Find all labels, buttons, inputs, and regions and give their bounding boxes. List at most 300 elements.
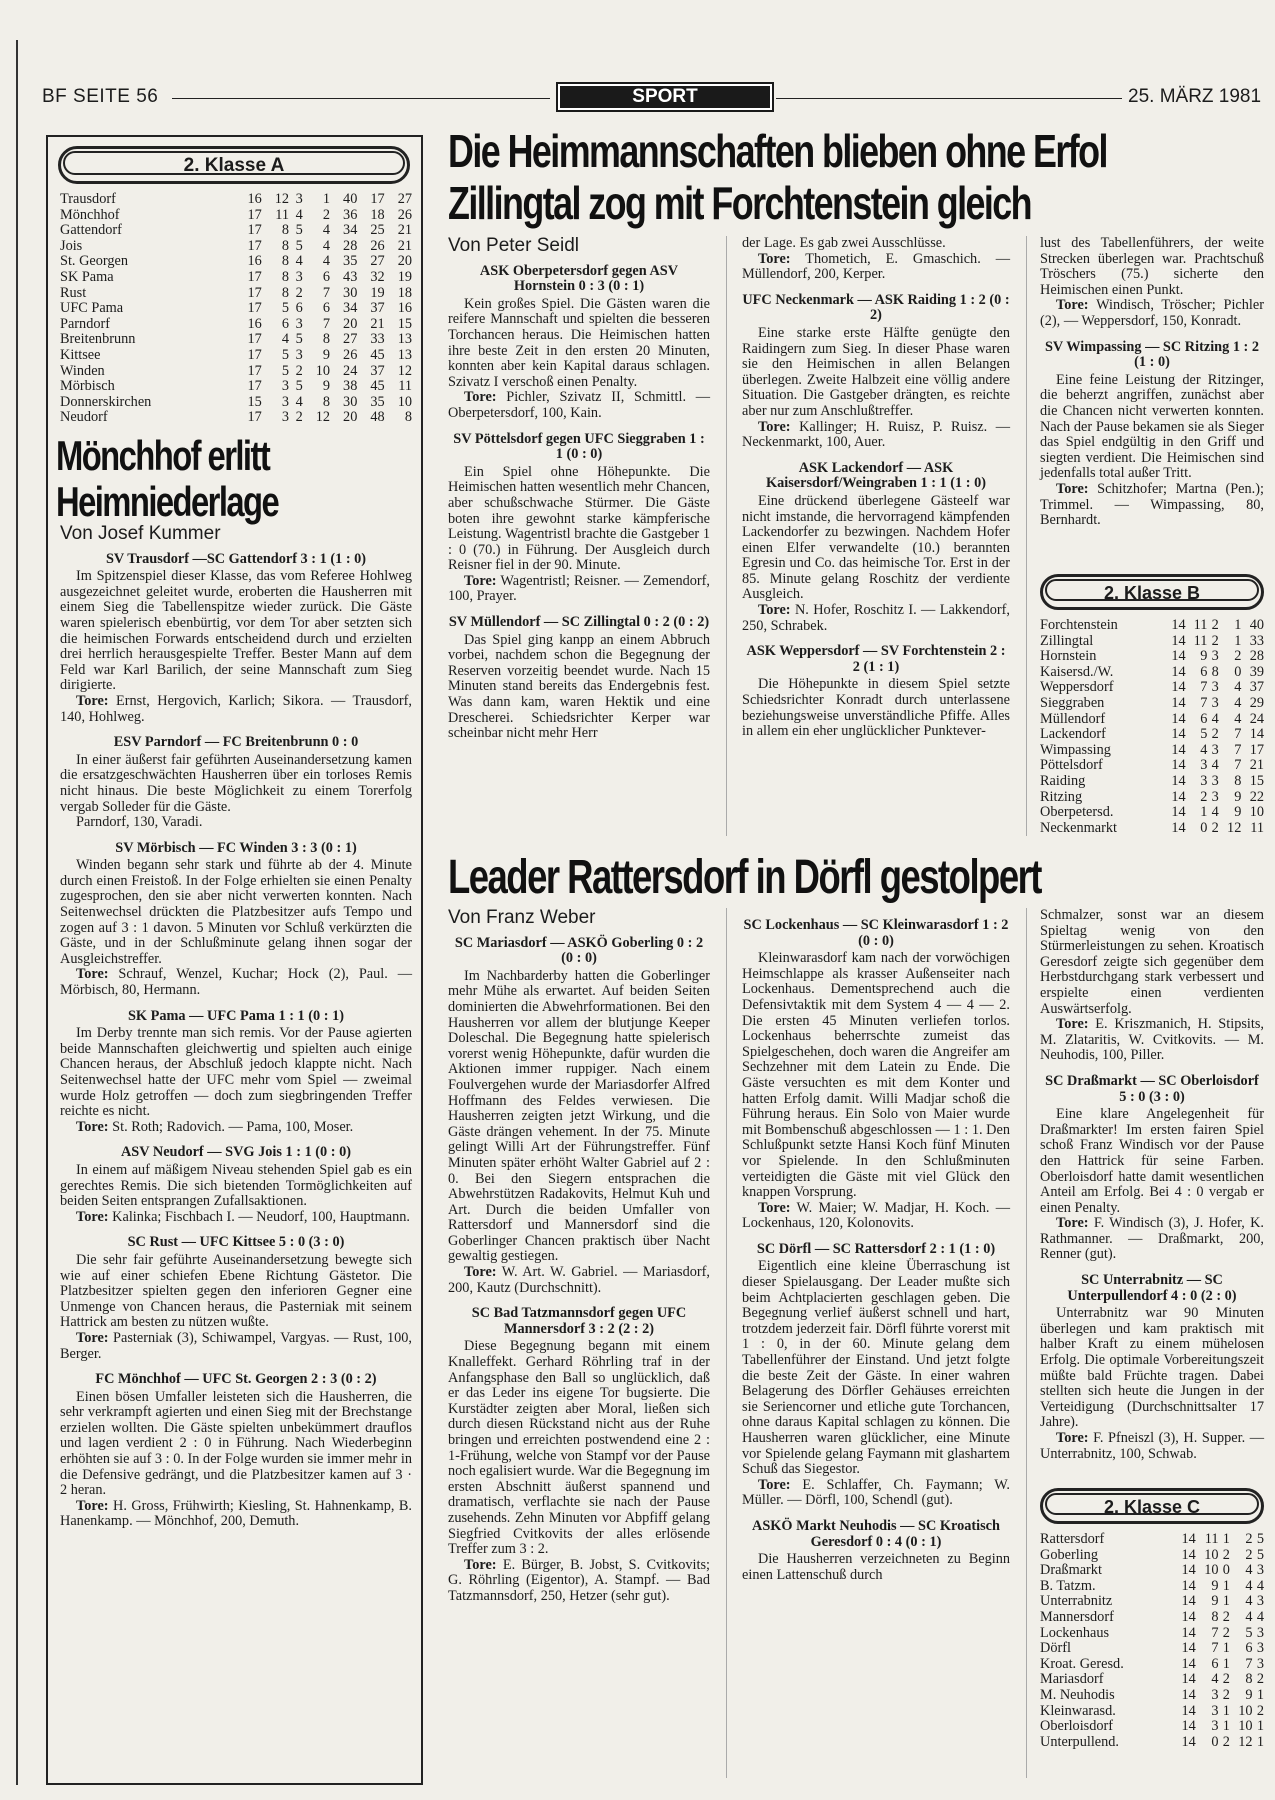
stat-value: 10 <box>1238 1718 1253 1735</box>
standings-row <box>1040 774 1264 790</box>
stat-value: 1 <box>1222 1718 1230 1735</box>
stat-value: 3 <box>295 315 303 332</box>
column-separator <box>726 236 727 836</box>
stat-value: 8 <box>404 409 412 426</box>
stat-value: 4 <box>1211 757 1219 774</box>
game-report: Kein großes Spiel. Die Gästen waren die reifere Mannschaft und spielten die besseren Torchancen heraus. Die Heimischen hatten ihre beste Zeit in den ersten 20 Minuten, konnten aber kein Kapital daraus schlagen. Szivatz I verschoß einen Penalty. <box>448 295 710 390</box>
team-name: Rattersdorf <box>1040 1531 1105 1547</box>
game-title: ESV Parndorf — FC Breitenbrunn 0 : 0 <box>113 734 359 751</box>
stat-value: 14 <box>1181 1593 1196 1610</box>
stat-value: 3 <box>1211 648 1219 665</box>
team-name: Gattendorf <box>60 222 122 239</box>
game-report: Diese Begegnung begann mit einem Knalleffekt. Gerhard Röhrling traf in der Anfangsphase den Ball so unglücklich, daß er das Leder ins eigene Tor bugsierte. Die Kurstädter zeigten aber Moral, ließen sich durch diesen Rückstand nicht aus der Ruhe bringen und erreichten postwendend eine 2 : 1-Frühung, welche von Stampf vor der Pause noch egalisiert wurde. War die Begegnung im ersten Abschnitt äußerst spannend und dramatisch, verflachte sie nach der Pause zusehends. Zehn Minuten vor Abpfiff gelang Siegfried Cvitkovits der alles erlösende Treffer zum 3 : 2. <box>448 1338 710 1558</box>
top-headline-line-1: Die Heimmannschaften blieben ohne Erfol <box>448 125 1107 177</box>
stat-value: 21 <box>370 315 385 332</box>
stat-value: 2 <box>1245 1531 1253 1547</box>
stat-value: 1 <box>1222 1531 1230 1547</box>
stat-value: 14 <box>1171 679 1186 696</box>
stat-value: 5 <box>1200 726 1208 743</box>
stat-value: 11 <box>1204 1531 1219 1547</box>
stat-value: 3 <box>1211 694 1219 711</box>
klasse-c-title-pill <box>1040 1488 1264 1524</box>
left-headline-line-2: Heimniederlage <box>56 478 279 525</box>
stat-value: 11 <box>398 378 412 395</box>
standings-row <box>1040 1704 1264 1720</box>
team-name: Goberling <box>1040 1546 1098 1563</box>
standings-row <box>1040 1641 1264 1657</box>
stat-value: 17 <box>247 237 262 254</box>
game-title: ASKÖ Markt Neuhodis — SC Kroatisch Geresdorf 0 : 4 (0 : 1) <box>752 1517 1000 1550</box>
stat-value: 33 <box>370 331 385 348</box>
stat-value: 8 <box>322 331 331 348</box>
standings-row <box>1040 1688 1264 1704</box>
game-title: SC Bad Tatzmannsdorf gegen UFC Mannersdorf 3 : 2 (2 : 2) <box>471 1305 687 1337</box>
stat-value: 14 <box>1171 694 1186 711</box>
game-title: SC Draßmarkt — SC Oberloisdorf 5 : 0 (3 : 0) <box>1045 1072 1259 1105</box>
team-name: Oberloisdorf <box>1040 1718 1114 1735</box>
stat-value: 1 <box>1256 1733 1264 1750</box>
stat-value: 14 <box>1181 1702 1196 1719</box>
stat-value: 8 <box>1211 1608 1219 1625</box>
goal-scorers: Tore: Schrauf, Wenzel, Kuchar; Hock (2), Paul. — Mörbisch, 80, Hermann. <box>60 966 412 999</box>
goal-scorers: Tore: Pichler, Szivatz II, Schmittl. — Oberpetersdorf, 100, Kain. <box>448 389 710 421</box>
stat-value: 11 <box>1250 819 1264 836</box>
stat-value: 14 <box>1181 1655 1196 1672</box>
stat-value: 8 <box>281 222 290 239</box>
stat-value: 34 <box>343 222 358 239</box>
team-name: Ritzing <box>1040 788 1083 805</box>
stat-value: 17 <box>247 284 262 301</box>
stat-value: 27 <box>343 331 358 348</box>
stat-value: 14 <box>1181 1577 1196 1594</box>
stat-value: 14 <box>1171 757 1186 774</box>
goal-scorers: Tore: Windisch, Tröscher; Pichler (2), — Weppersdorf, 150, Konradt. <box>1040 297 1264 329</box>
goal-scorers: Tore: N. Hofer, Roschitz I. — Lakkendorf, 250, Schrabek. <box>742 602 1010 634</box>
column-separator <box>1026 908 1027 1778</box>
stat-value: 1 <box>1222 1702 1230 1719</box>
standings-row <box>1040 1594 1264 1610</box>
game-report: Einen bösen Umfaller leisteten sich die Hausherren, die sehr verkrampft agierten und einen Sieg mit der Brechstange erzielen wollten. Die Gäste spielten unbekümmert drauflos und lagen verdient 2 : 0 in Führung. Nach Wiederbeginn erhöhten sie auf 3 : 0. In der Folge wurden sie immer mehr in die Defensive gedrängt, und die Platzbesitzer kamen auf 3 · 2 heran. <box>60 1388 412 1499</box>
standings-row <box>60 192 412 208</box>
game-report: lust des Tabellenführers, der weite Strecken überlegen war. Prachtschuß Tröschers (75.) sicherte den Heimischen einen Punkt. <box>1040 235 1264 298</box>
stat-value: 43 <box>343 268 358 285</box>
stat-value: 4 <box>295 393 303 410</box>
game-title: SC Mariasdorf — ASKÖ Goberling 0 : 2 (0 : 0) <box>454 934 704 967</box>
stat-value: 3 <box>1256 1655 1264 1672</box>
team-name: Kroat. Geresd. <box>1040 1655 1124 1672</box>
stat-value: 3 <box>1200 772 1208 789</box>
stat-value: 7 <box>1211 1640 1219 1657</box>
stat-value: 10 <box>1249 804 1264 821</box>
stat-value: 5 <box>295 237 303 254</box>
top-byline: Von Peter Seidl <box>448 235 579 256</box>
standings-row <box>60 348 412 364</box>
stat-value: 5 <box>1256 1546 1264 1563</box>
stat-value: 8 <box>281 268 290 285</box>
stat-value: 40 <box>1249 617 1264 633</box>
klasse-c-title: 2. Klasse C <box>1045 1493 1259 1515</box>
game-report: Schmalzer, sonst war an diesem Spieltag wenig von den Stürmerleistungen zu sehen. Kroatisch Geresdorf zeigte sich gegenüber dem Herbstdurchgang stark verbessert und erspielte einen verdienten Auswärtserfolg. <box>1040 907 1264 1017</box>
stat-value: 14 <box>1181 1531 1196 1547</box>
goal-scorers: Tore: H. Gross, Frühwirth; Kiesling, St. Hahnenkamp, B. Hanenkamp. — Mönchhof, 200, Demuth. <box>60 1497 412 1530</box>
standings-row <box>1040 1532 1264 1548</box>
standings-row <box>1040 790 1264 806</box>
stat-value: 8 <box>281 237 290 254</box>
stat-value: 17 <box>247 362 262 379</box>
stat-value: 14 <box>1181 1624 1196 1641</box>
stat-value: 37 <box>370 300 385 317</box>
team-name: Neudorf <box>60 409 108 426</box>
stat-value: 7 <box>1234 726 1242 743</box>
stat-value: 14 <box>1171 819 1186 836</box>
team-name: Trausdorf <box>60 191 116 207</box>
stat-value: 2 <box>1200 788 1208 805</box>
goal-scorers: Tore: St. Roth; Radovich. — Pama, 100, Moser. <box>76 1118 354 1135</box>
stat-value: 3 <box>1200 757 1208 774</box>
stat-value: 22 <box>1249 788 1264 805</box>
stat-value: 6 <box>1200 663 1208 680</box>
stat-value: 3 <box>1256 1562 1264 1579</box>
team-name: B. Tatzm. <box>1040 1577 1096 1594</box>
stat-value: 14 <box>1171 632 1186 649</box>
column-separator <box>726 908 727 1778</box>
stat-value: 17 <box>247 222 262 239</box>
stat-value: 1 <box>1222 1593 1230 1610</box>
stat-value: 28 <box>1249 648 1264 665</box>
stat-value: 7 <box>322 284 331 301</box>
stat-value: 5 <box>281 346 290 363</box>
stat-value: 9 <box>1234 804 1242 821</box>
goal-scorers: Tore: Pasterniak (3), Schiwampel, Vargyas. — Rust, 100, Berger. <box>60 1329 412 1362</box>
stat-value: 3 <box>295 191 303 207</box>
stat-value: 17 <box>1249 741 1264 758</box>
standings-row <box>60 379 412 395</box>
klasse-a-title: 2. Klasse A <box>63 151 405 175</box>
top-headline-line-2: Zillingtal zog mit Forchtenstein gleich <box>448 177 1032 229</box>
stat-value: 3 <box>295 268 303 285</box>
stat-value: 15 <box>1249 772 1264 789</box>
standings-row <box>1040 1610 1264 1626</box>
stat-value: 14 <box>1171 663 1186 680</box>
team-name: Kleinwarasd. <box>1040 1702 1116 1719</box>
stat-value: 4 <box>1211 710 1219 727</box>
stat-value: 9 <box>1234 788 1242 805</box>
stat-value: 5 <box>1256 1531 1264 1547</box>
game-report: der Lage. Es gab zwei Ausschlüsse. <box>742 235 946 251</box>
team-name: Weppersdorf <box>1040 679 1114 696</box>
game-title: SV Mörbisch — FC Winden 3 : 3 (0 : 1) <box>115 839 357 856</box>
stat-value: 14 <box>1171 710 1186 727</box>
stat-value: 4 <box>295 253 303 270</box>
standings-row <box>1040 1719 1264 1735</box>
stat-value: 27 <box>397 191 412 207</box>
stat-value: 4 <box>1256 1608 1264 1625</box>
stat-value: 8 <box>1211 663 1219 680</box>
stat-value: 6 <box>281 315 290 332</box>
team-name: Wimpassing <box>1040 741 1111 758</box>
stat-value: 12 <box>397 362 412 379</box>
klasse-b-title-pill <box>1040 574 1264 610</box>
section-label: SPORT <box>556 82 774 112</box>
stat-value: 20 <box>343 409 358 426</box>
stat-value: 14 <box>1171 726 1186 743</box>
stat-value: 37 <box>370 362 385 379</box>
stat-value: 32 <box>370 268 385 285</box>
stat-value: 1 <box>1222 1655 1230 1672</box>
stat-value: 7 <box>1211 1624 1219 1641</box>
standings-row <box>1040 712 1264 728</box>
stat-value: 4 <box>322 222 331 239</box>
stat-value: 5 <box>295 331 303 348</box>
standings-row <box>1040 1735 1264 1751</box>
stat-value: 3 <box>1211 788 1219 805</box>
klasse-c-table <box>1040 1532 1264 1750</box>
stat-value: 9 <box>322 346 331 363</box>
team-name: Dörfl <box>1040 1640 1071 1657</box>
stat-value: 4 <box>322 237 331 254</box>
goal-scorers: Tore: Schitzhofer; Martna (Pen.); Trimmel. — Wimpassing, 80, Bernhardt. <box>1040 480 1264 529</box>
stat-value: 3 <box>1211 1702 1219 1719</box>
standings-row <box>1040 1579 1264 1595</box>
standings-row <box>1040 805 1264 821</box>
stat-value: 4 <box>1200 741 1208 758</box>
stat-value: 10 <box>315 362 331 379</box>
stat-value: 0 <box>1200 819 1208 836</box>
stat-value: 2 <box>1211 819 1219 836</box>
team-name: Unterpullend. <box>1040 1733 1120 1750</box>
stat-value: 1 <box>322 191 331 207</box>
top-article-column-1 <box>448 236 710 742</box>
bottom-article-column-2 <box>742 908 1010 1583</box>
team-name: Parndorf <box>60 315 111 332</box>
column-separator <box>1026 236 1027 836</box>
klasse-b-title: 2. Klasse B <box>1045 579 1259 601</box>
team-name: Unterrabnitz <box>1040 1593 1113 1610</box>
stat-value: 20 <box>343 315 358 332</box>
stat-value: 26 <box>370 237 385 254</box>
team-name: Mariasdorf <box>1040 1671 1104 1688</box>
stat-value: 1 <box>1200 804 1208 821</box>
game-title: FC Mönchhof — UFC St. Georgen 2 : 3 (0 : 2) <box>95 1371 377 1388</box>
game-title: SC Dörfl — SC Rattersdorf 2 : 1 (1 : 0) <box>756 1240 996 1257</box>
header-rule-left <box>172 98 550 99</box>
stat-value: 6 <box>322 300 331 317</box>
standings-row <box>60 223 412 239</box>
stat-value: 1 <box>1234 632 1242 649</box>
stat-value: 45 <box>370 346 385 363</box>
team-name: Zillingtal <box>1040 632 1094 649</box>
stat-value: 16 <box>247 253 262 270</box>
standings-row <box>60 301 412 317</box>
standings-row <box>60 239 412 255</box>
stat-value: 10 <box>1204 1562 1219 1579</box>
standings-row <box>1040 1548 1264 1564</box>
goal-scorers: Tore: F. Pfneiszl (3), H. Supper. — Unterrabnitz, 100, Schwab. <box>1040 1430 1264 1462</box>
team-name: Mönchhof <box>60 206 120 223</box>
stat-value: 4 <box>1234 679 1242 696</box>
stat-value: 17 <box>247 331 262 348</box>
game-title: SV Pöttelsdorf gegen UFC Sieggraben 1 : 1 (0 : 0) <box>453 430 705 463</box>
stat-value: 13 <box>397 331 412 348</box>
team-name: Breitenbrunn <box>60 331 136 348</box>
game-title: ASK Weppersdorf — SV Forchtenstein 2 : 2 (1 : 1) <box>746 643 1006 675</box>
team-name: St. Georgen <box>60 253 129 270</box>
stat-value: 18 <box>397 284 412 301</box>
stat-value: 15 <box>397 315 412 332</box>
goal-scorers: Tore: Ernst, Hergovich, Karlich; Sikora. — Trausdorf, 140, Hohlweg. <box>60 692 412 725</box>
stat-value: 26 <box>343 346 358 363</box>
stat-value: 34 <box>343 300 358 317</box>
stat-value: 2 <box>1222 1733 1230 1750</box>
stat-value: 14 <box>1181 1546 1196 1563</box>
stat-value: 14 <box>1171 617 1186 633</box>
stat-value: 3 <box>1256 1624 1264 1641</box>
stat-value: 0 <box>1234 663 1242 680</box>
left-article-body <box>60 524 412 1530</box>
stat-value: 3 <box>281 409 290 426</box>
game-report: Eine starke erste Hälfte genügte den Raidingern zum Sieg. In dieser Phase waren sie den Heimischen in allen Belangen überlegen. Zweite Halbzeit eine völlig andere Situation. Die Gastgeber drängten, es reichte aber nur zum Anschlußtreffer. <box>742 324 1010 419</box>
stat-value: 14 <box>1181 1686 1196 1703</box>
standings-row <box>60 364 412 380</box>
stat-value: 17 <box>247 378 262 395</box>
stat-value: 36 <box>343 206 358 223</box>
standings-row <box>1040 696 1264 712</box>
top-article-column-2 <box>742 236 1010 740</box>
stat-value: 8 <box>1245 1671 1253 1688</box>
stat-value: 14 <box>1171 648 1186 665</box>
standings-row <box>1040 1563 1264 1579</box>
stat-value: 2 <box>1245 1546 1253 1563</box>
stat-value: 14 <box>1181 1718 1196 1735</box>
stat-value: 5 <box>295 222 303 239</box>
standings-row <box>60 286 412 302</box>
game-report: Die Hausherren verzeichneten zu Beginn einen Lattenschuß durch <box>742 1551 1010 1583</box>
stat-value: 3 <box>1211 1718 1219 1735</box>
goal-scorers: Tore: Wagentristl; Reisner. — Zemendorf, 100, Prayer. <box>448 572 710 605</box>
game-title: SK Pama — UFC Pama 1 : 1 (0 : 1) <box>127 1007 344 1024</box>
stat-value: 4 <box>281 331 290 348</box>
bottom-byline: Von Franz Weber <box>448 907 596 928</box>
stat-value: 1 <box>1256 1718 1264 1735</box>
stat-value: 7 <box>1234 741 1242 758</box>
stat-value: 1 <box>1234 617 1242 633</box>
standings-row <box>60 270 412 286</box>
goal-scorers: Tore: E. Bürger, B. Jobst, S. Cvitkovits; G. Röhrling (Eigentor), A. Stampf. — Bad Tatzmannsdorf, 250, Hetzer (sehr gut). <box>448 1556 710 1604</box>
team-name: Pöttelsdorf <box>1040 757 1103 774</box>
stat-value: 16 <box>397 300 412 317</box>
standings-row <box>1040 649 1264 665</box>
stat-value: 2 <box>1211 617 1219 633</box>
stat-value: 1 <box>1256 1686 1264 1703</box>
stat-value: 5 <box>281 300 290 317</box>
stat-value: 3 <box>295 346 303 363</box>
team-name: Mörbisch <box>60 378 115 395</box>
stat-value: 2 <box>1222 1624 1230 1641</box>
game-report: Kleinwarasdorf kam nach der vorwöchigen Heimschlappe als krasser Außenseiter nach Lockenhaus. Dementsprechend auch die Defensivtaktik mit dem System 4 — 4 — 2. Die ersten 45 Minuten verliefen torlos. Lockenhaus beherrschte zumeist das Spielgeschehen, doch waren die Angreifer am Sechzehner mit dem Latein zu Ende. Die Gäste versuchten es mit dem Konter und hatten Erfolg damit. Willi Madjar schoß die Führung heraus. Ein Solo von Maier wurde mit Bombenschuß abgeschlossen — 1 : 1. Den Schlußpunkt setzte Hansi Koch fünf Minuten vor Spielende. In den Schlußminuten verteidigten die Gäste mit viel Glück den knappen Vorsprung. <box>742 950 1010 1201</box>
stat-value: 40 <box>343 191 358 207</box>
stat-value: 2 <box>295 362 303 379</box>
goal-scorers: Tore: E. Kriszmanich, H. Stipsits, M. Zlataritis, W. Cvitkovits. — M. Neuhodis, 100, Piller. <box>1040 1016 1264 1064</box>
game-title: SV Trausdorf —SC Gattendorf 3 : 1 (1 : 0) <box>105 550 367 567</box>
stat-value: 30 <box>343 284 358 301</box>
game-report: Eine feine Leistung der Ritzinger, die beherzt angriffen, zunächst aber die Chancen nicht verwerten konnten. Nach der Pause bekamen sie als Sieger das Spiel endgültig in den Griff und siegten verdient. Die Heimischen sind jedenfalls total außer Tritt. <box>1040 371 1264 482</box>
goal-scorers: Tore: Thometich, E. Gmaschich. — Müllendorf, 200, Kerper. <box>742 250 1010 283</box>
goal-scorers: Tore: W. Maier; W. Madjar, H. Koch. — Lockenhaus, 120, Kolonovits. <box>742 1199 1010 1232</box>
stat-value: 8 <box>1234 772 1242 789</box>
stat-value: 0 <box>1211 1733 1219 1750</box>
standings-row <box>1040 618 1264 634</box>
game-title: SC Lockenhaus — SC Kleinwarasdorf 1 : 2 (0 : 0) <box>743 917 1009 949</box>
stat-value: 17 <box>247 206 262 223</box>
game-title: UFC Neckenmark — ASK Raiding 1 : 2 (0 : 2) <box>742 291 1010 324</box>
page-label: BF SEITE 56 <box>42 86 159 107</box>
stat-value: 14 <box>1181 1640 1196 1657</box>
stat-value: 4 <box>1245 1577 1253 1594</box>
bottom-article-column-1 <box>448 908 710 1605</box>
stat-value: 2 <box>1211 726 1219 743</box>
stat-value: 14 <box>1181 1562 1196 1579</box>
stat-value: 10 <box>1238 1702 1253 1719</box>
game-report: Eigentlich eine kleine Überraschung ist dieser Spielausgang. Der Leader mußte sich beim Achtplacierten geschlagen geben. Die Begegnung verlief äußerst schnell und hart, trotzdem jederzeit fair. Dörfl führte vorerst mit 1 : 0, in der 60. Minute gelang dem Tabellenführer der Einstand. Und jetzt folgte die beste Zeit der Gäste. In einer wahren Belagerung des Dörfler Gehäuses erreichten sie Seriencorner und etliche gute Torchancen, ohne daraus Kapital schlagen zu können. Die Hausherren waren glücklicher, eine Minute vor Spielende gelang Faymann mit glashartem Schuß das Siegestor. <box>742 1258 1010 1478</box>
stat-value: 3 <box>1256 1640 1264 1657</box>
team-name: Draßmarkt <box>1040 1562 1102 1579</box>
goal-scorers: Tore: Kallinger; H. Ruisz, P. Ruisz. — Neckenmarkt, 100, Auer. <box>742 418 1010 451</box>
team-name: Müllendorf <box>1040 710 1106 727</box>
team-name: Kaisersd./W. <box>1040 663 1114 680</box>
team-name: Winden <box>60 362 105 379</box>
stat-value: 17 <box>247 300 262 317</box>
stat-value: 5 <box>295 378 303 395</box>
stat-value: 2 <box>1211 632 1219 649</box>
game-title: SV Wimpassing — SC Ritzing 1 : 2 (1 : 0) <box>1044 338 1260 371</box>
stat-value: 14 <box>1181 1671 1196 1688</box>
stat-value: 21 <box>1249 757 1264 774</box>
stat-value: 9 <box>1200 648 1208 665</box>
team-name: Sieggraben <box>1040 694 1105 711</box>
stat-value: 33 <box>1249 632 1264 649</box>
stat-value: 19 <box>370 284 385 301</box>
stat-value: 10 <box>1204 1546 1219 1563</box>
stat-value: 14 <box>1171 788 1186 805</box>
klasse-b-table <box>1040 618 1264 836</box>
team-name: M. Neuhodis <box>1040 1686 1115 1703</box>
stat-value: 27 <box>370 253 385 270</box>
standings-row <box>1040 665 1264 681</box>
standings-row <box>1040 727 1264 743</box>
stat-value: 5 <box>1245 1624 1253 1641</box>
stat-value: 9 <box>322 378 331 395</box>
stat-value: 15 <box>247 393 262 410</box>
klasse-a-table <box>60 192 412 426</box>
page-edge-rule <box>16 40 18 1785</box>
team-name: Rust <box>60 284 87 301</box>
stat-value: 30 <box>343 393 358 410</box>
standings-row <box>60 395 412 411</box>
game-title: SC Unterrabnitz — SC Unterpullendorf 4 : 0 (2 : 0) <box>1067 1272 1237 1304</box>
stat-value: 11 <box>1193 632 1208 649</box>
game-report: Winden begann sehr stark und führte ab der 4. Minute durch einen Freistoß. In der Folge erhielten sie einen Penalty zugesprochen, den sie aber nicht verwerten konnten. Nach Seitenwechsel drückten die Platzbesitzer aufs Tempo und zogen auf 3 : 1 davon. 5 Minuten vor Schluß verkürzten die Gäste, und in der Schlußminute gelang ihnen sogar der Ausgleichstreffer. <box>60 857 412 967</box>
stat-value: 7 <box>1200 694 1208 711</box>
team-name: Kittsee <box>60 346 101 363</box>
stat-value: 12 <box>274 191 290 207</box>
stat-value: 9 <box>1245 1686 1253 1703</box>
stat-value: 7 <box>322 315 331 332</box>
game-report: In einem auf mäßigem Niveau stehenden Spiel gab es ein gerechtes Remis. Die sich bietenden Tormöglichkeiten auf beiden Seiten entsprangen Zufallsaktionen. <box>60 1161 412 1210</box>
stat-value: 29 <box>1249 694 1264 711</box>
stat-value: 18 <box>370 206 385 223</box>
stat-value: 6 <box>295 300 303 317</box>
stat-value: 4 <box>1234 694 1242 711</box>
